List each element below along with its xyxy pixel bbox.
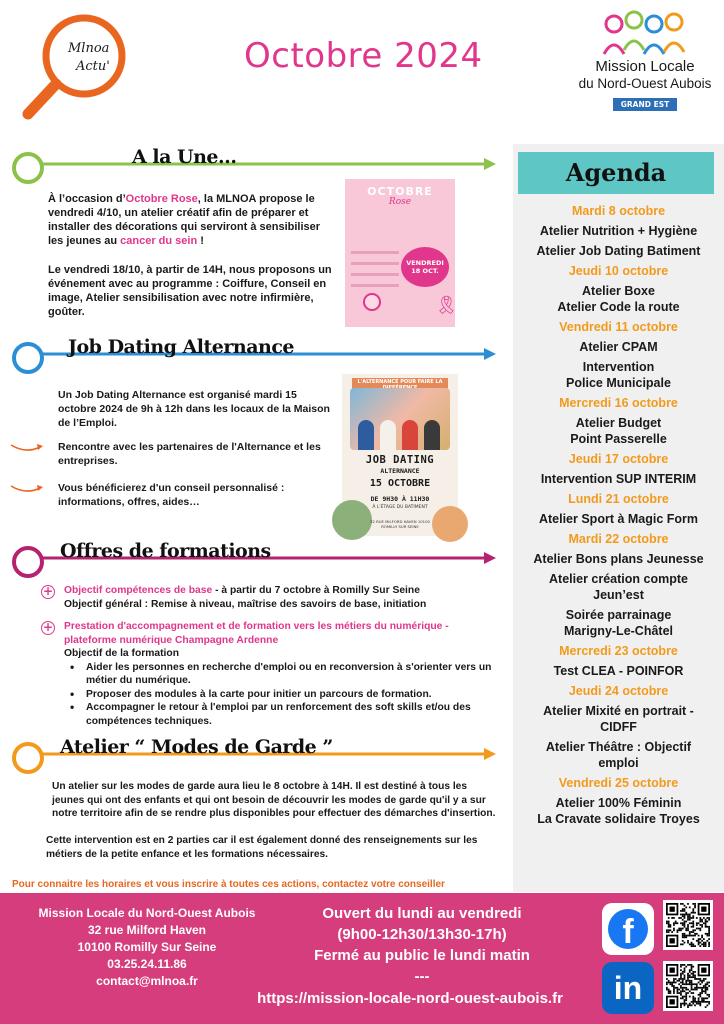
agenda-event: Atelier Job Dating Batiment <box>536 244 701 258</box>
facebook-icon[interactable]: f <box>602 903 654 955</box>
agenda-event: Intervention Police Municipale <box>566 360 671 390</box>
contact-cta: Pour connaitre les horaires et vous inscrire à toutes ces actions, contactez votre conseiller <box>12 879 445 890</box>
poster-date: 15 OCTOBRE <box>369 478 431 489</box>
list-item: • Accompagner le retour à l'emploi par un renforcement des soft skills et/ou des compétences techniques. <box>58 701 502 728</box>
qr-code-facebook-icon[interactable] <box>663 900 713 950</box>
org-name-line2: du Nord-Ouest Aubois <box>578 76 712 91</box>
job-bullet-1: Rencontre avec les partenaires de l'Alternance et les entreprises. <box>58 441 321 467</box>
une-paragraph-2: Le vendredi 18/10, à partir de 14H, nous proposons un événement avec au programme : Coiffure, Conseil en image, Atelier sensibilisation avec notre infirmière, goûter. <box>48 264 332 318</box>
page-title: Octobre 2024 <box>244 36 483 76</box>
footer-phone: 03.25.24.11.86 <box>107 957 187 971</box>
poster-date-badge: VENDREDI 18 OCT. <box>401 247 449 287</box>
octobre-rose-poster <box>345 179 458 327</box>
poster-text-lines <box>351 251 399 295</box>
footer-email[interactable]: contact@mlnoa.fr <box>96 974 198 988</box>
decorative-shape <box>432 506 468 542</box>
logo-line2: Actu' <box>76 59 110 74</box>
formation-item-1: Objectif compétences de base - à partir du 7 octobre à Romilly Sur Seine Objectif général : Remise à niveau, maîtrise des savoirs de base, initiation <box>64 585 427 610</box>
agenda-date: Vendredi 25 octobre <box>558 776 679 790</box>
mlnoa-actu-logo <box>18 10 138 122</box>
hours-line2: (9h00-12h30/13h30-17h) <box>337 926 507 943</box>
poster-title: JOB DATING <box>365 454 435 466</box>
agenda-date: Mardi 22 octobre <box>568 532 669 546</box>
garde-paragraph-2: Cette intervention est en 2 parties car il est également donné des renseignements sur les métiers de la petite enfance et les formations nécessaires. <box>46 835 478 860</box>
formation-item-2: Prestation d'accompagnement et de formation vers les métiers du numérique - plateforme numérique Champagne Ardenne Objectif de la formation • Aider les personnes en recherche d'emploi ou en reconversion à s'orienter vers un métier du numérique. • Proposer des modules à la carte pour initier un parcours de formation. • Accompagner le retour à l'emploi par un renforcement des soft skills et/ou des compétences techniques. <box>64 620 502 728</box>
section-title-une: A la Une… <box>132 146 237 168</box>
logo-line1: Mlnoa <box>68 41 110 56</box>
footer-hours <box>254 903 590 987</box>
hours-line3: Fermé au public le lundi matin <box>314 947 530 964</box>
website-link[interactable]: https://mission-locale-nord-ouest-aubois.fr <box>257 990 563 1007</box>
agenda-title: Agenda <box>565 158 667 187</box>
section-header-job <box>10 336 496 376</box>
region-badge: GRAND EST <box>613 98 678 111</box>
group-photo <box>350 388 450 450</box>
section-title-formations: Offres de formations <box>60 540 271 562</box>
agenda-event: Atelier Sport à Magic Form <box>538 512 699 526</box>
poster-place: À L'ÉTAGE DU BATIMENT <box>372 505 428 510</box>
mission-locale-logo <box>580 12 710 132</box>
footer-street: 32 rue Milford Haven <box>87 923 207 937</box>
footer-org: Mission Locale du Nord-Ouest Aubois <box>38 906 256 920</box>
hours-separator: --- <box>414 968 430 985</box>
org-name-line1: Mission Locale <box>595 58 695 75</box>
clock-icon <box>363 293 381 311</box>
poster-time: DE 9H30 À 11H30 <box>370 495 430 503</box>
poster-subtitle: Rose <box>388 197 412 207</box>
poster-banner: L'ALTERNANCE POUR FAIRE LA <box>352 378 448 392</box>
hours-line1: Ouvert du lundi au vendredi <box>322 905 522 922</box>
agenda-date: Jeudi 10 octobre <box>568 264 669 278</box>
agenda-event: Test CLEA - POINFOR <box>553 664 684 678</box>
linkedin-icon[interactable]: in <box>602 962 654 1014</box>
agenda-date: Mardi 8 octobre <box>571 204 666 218</box>
agenda-event: Atelier création compte Jeun’est <box>549 572 688 602</box>
agenda-event: Atelier CPAM <box>579 340 658 354</box>
agenda-event: Atelier Théâtre : Objectif emploi <box>545 740 692 770</box>
agenda-event: Intervention SUP INTERIM <box>540 472 697 486</box>
footer-address <box>14 905 280 990</box>
poster-subtitle: ALTERNANCE <box>380 467 420 475</box>
agenda-date: Mercredi 23 octobre <box>559 644 678 658</box>
agenda-event: Atelier 100% Féminin La Cravate solidaire Troyes <box>537 796 700 826</box>
agenda-event: Soirée parrainage Marigny-Le-Châtel <box>563 608 674 638</box>
agenda-event: Atelier Bons plans Jeunesse <box>533 552 704 566</box>
list-item: • Proposer des modules à la carte pour initier un parcours de formation. <box>58 688 502 702</box>
curved-arrow-icon <box>10 442 44 454</box>
section-title-job: Job Dating Alternance <box>68 336 294 358</box>
agenda-date: Jeudi 24 octobre <box>568 684 669 698</box>
pink-ribbon-icon: 🎗 <box>435 295 458 316</box>
people-icon <box>600 12 690 56</box>
agenda-date: Lundi 21 octobre <box>568 492 669 506</box>
section-title-garde: Atelier “ Modes de Garde ” <box>60 736 333 758</box>
footer-city: 10100 Romilly Sur Seine <box>77 940 217 954</box>
garde-paragraph-1: Un atelier sur les modes de garde aura lieu le 8 octobre à 14H. Il est destiné à tous les jeunes qui ont des enfants et qui ont besoin de découvrir les modes de garde qu'il y a sur notre territoire afin de se rendre plus disponibles pour effectuer des démarches d'insertion. <box>52 781 496 819</box>
agenda-list <box>513 200 724 831</box>
agenda-event: Atelier Nutrition + Hygiène <box>539 224 698 238</box>
decorative-shape <box>332 500 372 540</box>
section-header-garde <box>10 736 496 776</box>
agenda-event: Atelier Boxe Atelier Code la route <box>557 284 680 314</box>
list-item: • Aider les personnes en recherche d'emploi ou en reconversion à s'orienter vers un métier du numérique. <box>58 661 502 688</box>
agenda-date: Mercredi 16 octobre <box>559 396 678 410</box>
job-dating-poster <box>342 374 458 536</box>
agenda-event: Atelier Mixité en portrait - CIDFF <box>543 704 694 734</box>
job-paragraph: Un Job Dating Alternance est organisé mardi 15 octobre 2024 de 9h à 12h dans les locaux de la Maison de l’Emploi. <box>58 389 330 429</box>
formation-bullet-list <box>58 661 502 729</box>
une-paragraph-1: À l’occasion d’Octobre Rose, la MLNOA propose le vendredi 4/10, un atelier créatif afin de préparer et installer des décorations qui serviront à sensibiliser les jeunes au cancer du sein ! <box>48 193 321 247</box>
agenda-event: Atelier Budget Point Passerelle <box>570 416 667 446</box>
section-header-formations <box>10 540 496 580</box>
curved-arrow-icon <box>10 483 44 495</box>
plus-icon: + <box>42 584 54 598</box>
agenda-date: Jeudi 17 octobre <box>568 452 669 466</box>
plus-icon: + <box>42 620 54 634</box>
poster-address: 32 RUE MILFORD HAVEN 10100 ROMILLY SUR SEINE <box>370 519 430 529</box>
job-bullet-2: Vous bénéficierez d'un conseil personnalisé : informations, offres, aides… <box>58 482 285 508</box>
poster-title: OCTOBRE <box>367 185 433 198</box>
agenda-date: Vendredi 11 octobre <box>559 320 678 334</box>
qr-code-linkedin-icon[interactable] <box>663 961 713 1011</box>
agenda-header <box>518 152 714 194</box>
